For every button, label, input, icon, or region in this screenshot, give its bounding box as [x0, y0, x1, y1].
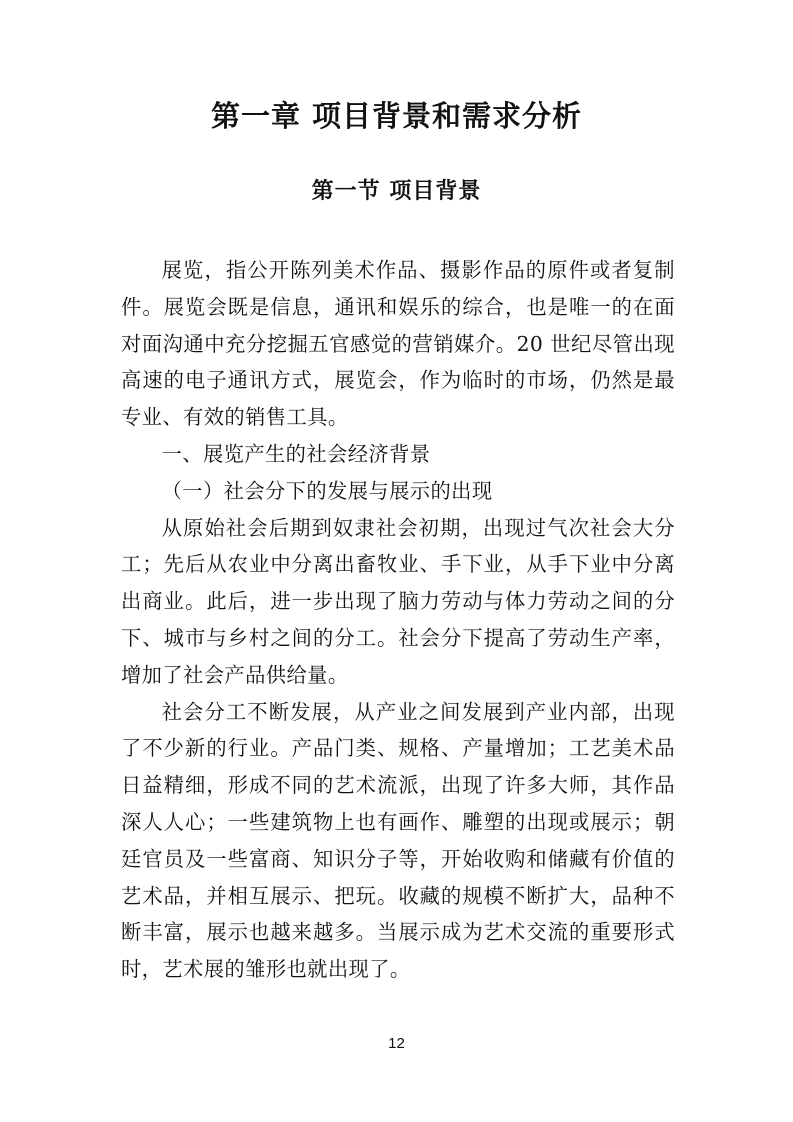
heading-level-2: （一）社会分下的发展与展示的出现 — [161, 478, 493, 503]
section-title: 第一节 项目背景 — [311, 179, 482, 204]
page-number: 12 — [388, 1035, 405, 1052]
heading-level-1: 一、展览产生的社会经济背景 — [161, 441, 431, 466]
chapter-title: 第一章 项目背景和需求分析 — [210, 99, 583, 133]
paragraph-intro: 展览，指公开陈列美术作品、摄影作品的原件或者复制件。展览会既是信息，通讯和娱乐的综合，也是唯一的在面对面沟通中充分挖掘五官感觉的营销媒介。20 世纪尽管出现高速的电子通讯方式，展览会，作为临时的市场，仍然是最专业、有效的销售工具。 — [121, 258, 675, 430]
body-text — [121, 252, 675, 988]
paragraph-division-of-labor: 从原始社会后期到奴隶社会初期，出现过气次社会大分工；先后从农业中分离出畜牧业、手下业，从手下业中分离出商业。此后，进一步出现了脑力劳动与体力劳动之间的分下、城市与乡村之间的分工。社会分下提高了劳动生产率，增加了社会产品供给量。 — [121, 515, 675, 687]
paragraph-art-exhibition-origin: 社会分工不断发展，从产业之间发展到产业内部，出现了不少新的行业。产品门类、规格、产量增加；工艺美术品日益精细，形成不同的艺术流派，出现了许多大师，其作品深人人心；一些建筑物上也有画作、雕塑的出现或展示；朝廷官员及一些富商、知识分子等，开始收购和储藏有价值的艺术品，并相互展示、把玩。收藏的规模不断扩大，品种不断丰富，展示也越来越多。当展示成为艺术交流的重要形式时，艺术展的雏形也就出现了。 — [121, 699, 675, 982]
